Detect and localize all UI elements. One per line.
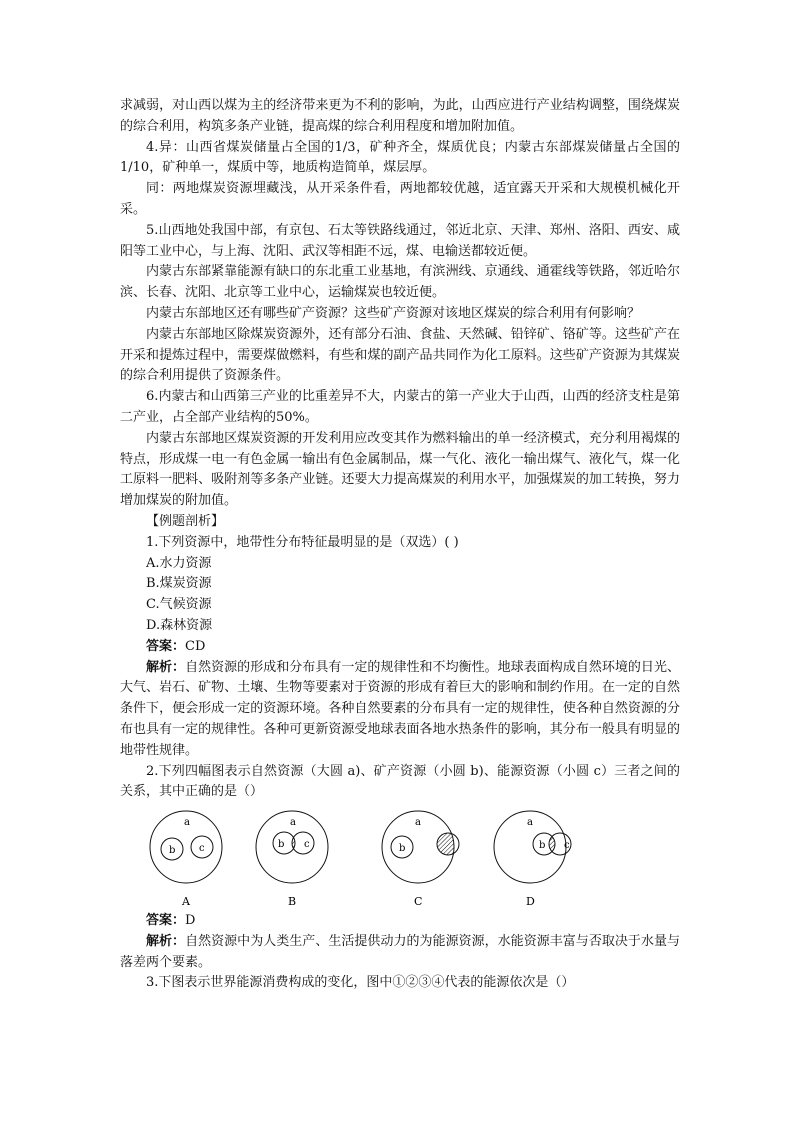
question-2-analysis (120, 932, 680, 974)
section-heading: 【例题剖析】 (146, 513, 225, 529)
diagram-panel-b (256, 811, 328, 908)
label-a: a (415, 817, 421, 829)
question-2-stem: 2.下列四幅图表示自然资源（大圆 a)、矿产资源（小圆 b)、能源资源（小圆 c）三者之间的关系，其中正确的是（） (120, 763, 680, 800)
label-a: a (184, 817, 190, 829)
analysis-label: 解析： (146, 933, 186, 949)
label-b: b (278, 839, 285, 851)
panel-label: B (288, 895, 297, 909)
paragraph: 内蒙古东部紧靠能源有缺口的东北重工业基地，有滨洲线、京通线、通霍线等铁路，邻近哈尔滨、长春、沈阳、北京等工业中心，运输煤炭也较近便。 (120, 264, 680, 301)
question-1-answer (120, 637, 680, 658)
label-c: c (564, 840, 570, 852)
question-1-analysis (120, 658, 680, 762)
paragraph: 4.异：山西省煤炭储量占全国的1/3，矿种齐全，煤质优良；内蒙古东部煤炭储量占全国的1/10，矿种单一，煤质中等，地质构造简单，煤层厚。 (120, 139, 680, 176)
paragraph: 内蒙古东部地区还有哪些矿产资源？这些矿产资源对该地区煤炭的综合利用有何影响？ (146, 305, 641, 321)
question-2-answer (120, 911, 680, 932)
question-1-option-a: A.水力资源 (146, 555, 212, 571)
question-1-option-b: B.煤炭资源 (146, 576, 212, 592)
question-1-option-d: D.森林资源 (146, 617, 213, 633)
label-b: b (399, 843, 406, 855)
paragraph: 6.内蒙古和山西第三产业的比重差异不大，内蒙古的第一产业大于山西，山西的经济支柱是第二产业，占全部产业结构的50%。 (120, 389, 680, 425)
diagram-panel-d (494, 811, 571, 908)
paragraph: 内蒙古东部地区除煤炭资源外，还有部分石油、食盐、天然碱、铅锌矿、铬矿等。这些矿产在开采和提炼过程中，需要煤做燃料，有些和煤的副产品共同作为化工原料。这些矿产资源为其煤炭的综合利用提供了资源条件。 (120, 326, 680, 384)
document-body (120, 96, 680, 994)
paragraph: 5.山西地处我国中部，有京包、石太等铁路线通过，邻近北京、天津、郑州、洛阳、西安、咸阳等工业中心，与上海、沈阳、武汉等相距不远，煤、电输送都较近便。 (120, 222, 680, 259)
diagram-panel-c (382, 811, 459, 908)
venn-diagram-figure (140, 809, 600, 909)
panel-label: A (182, 895, 190, 909)
panel-label: D (526, 895, 535, 909)
answer-label: 答案： (146, 913, 186, 929)
paragraph: 求减弱，对山西以煤为主的经济带来更为不利的影响，为此，山西应进行产业结构调整，围绕煤炭的综合利用，构筑多条产业链，提高煤的综合利用程度和增加附加值。 (120, 98, 680, 134)
label-b: b (169, 845, 176, 857)
label-a: a (527, 817, 533, 829)
paragraph: 同：两地煤炭资源埋藏浅，从开采条件看，两地都较优越，适宜露天开采和大规模机械化开采。 (120, 181, 680, 217)
analysis-text: 自然资源中为人类生产、生活提供动力的为能源资源，水能资源丰富与否取决于水量与落差两个要素。 (120, 933, 680, 970)
question-3-stem: 3.下图表示世界能源消费构成的变化，图中①②③④代表的能源依次是（） (146, 975, 575, 991)
label-c: c (199, 843, 205, 855)
answer-label: 答案： (146, 638, 186, 654)
analysis-label: 解析： (146, 659, 186, 675)
panel-label: C (414, 895, 423, 909)
label-b: b (539, 840, 546, 852)
label-a: a (290, 817, 296, 829)
diagram-panel-a (150, 811, 222, 908)
label-c: c (304, 839, 310, 851)
question-1-stem: 1.下列资源中，地带性分布特征最明显的是（双选）( ) (146, 534, 459, 550)
answer-value: D (185, 913, 196, 929)
answer-value: CD (185, 638, 206, 654)
question-1-option-c: C.气候资源 (146, 597, 212, 613)
paragraph: 内蒙古东部地区煤炭资源的开发利用应改变其作为燃料输出的单一经济模式，充分利用褐煤的特点，形成煤一电一有色金属一输出有色金属制品，煤一气化、液化一输出煤气、液化气，煤一化工原料一肥料、吸附剂等多条产业链。还要大力提高煤炭的利用水平，加强煤炭的加工转换，努力增加煤炭的附加值。 (120, 430, 680, 509)
analysis-text: 自然资源的形成和分布具有一定的规律性和不均衡性。地球表面构成自然环境的日光、大气、岩石、矿物、土壤、生物等要素对于资源的形成有着巨大的影响和制约作用。在一定的自然条件下，便会形成一定的资源环境。各种自然要素的分布具有一定的规律性，使各种自然资源的分布也具有一定的规律性。各种可更新资源受地球表面各地水热条件的影响，其分布一般具有明显的地带性规律。 (120, 659, 680, 758)
